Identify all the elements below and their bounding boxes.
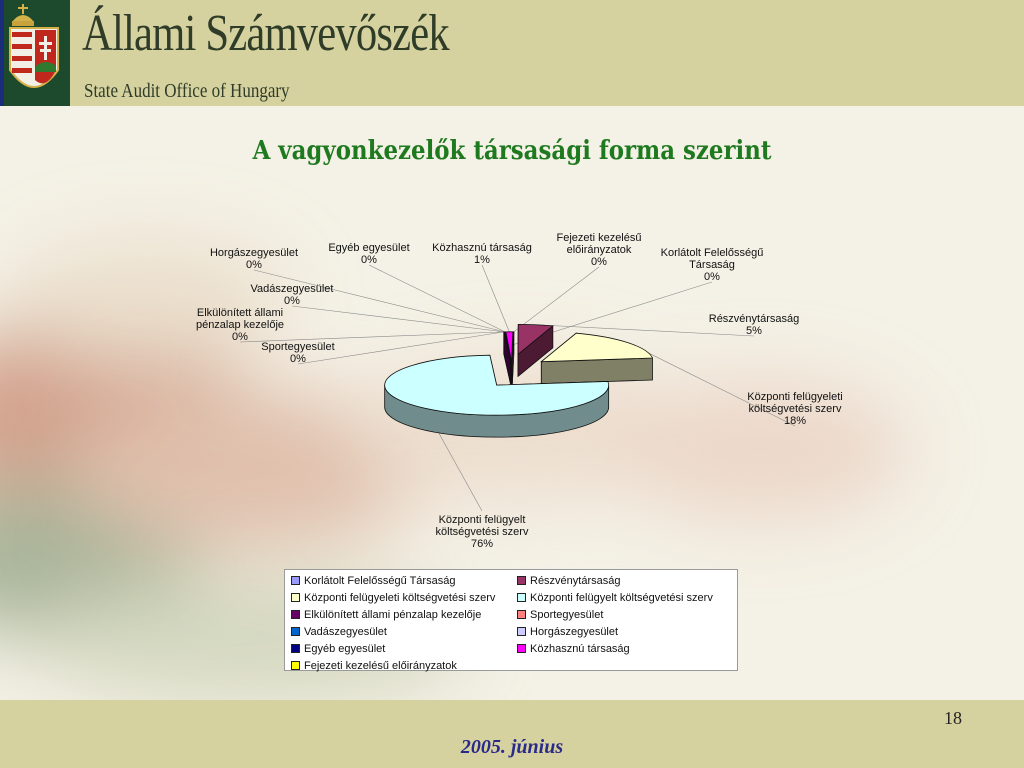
- data-label-line: 18%: [783, 415, 807, 427]
- data-label-line: 5%: [746, 325, 762, 337]
- legend-label: Központi felügyelt költségvetési szerv: [530, 591, 713, 604]
- data-label-line: Központi felügyeleti: [747, 391, 843, 403]
- data-label-line: Részvénytársaság: [708, 313, 800, 325]
- data-label-line: költségvetési szerv: [748, 403, 842, 415]
- data-label-line: Egyéb egyesület: [328, 242, 410, 254]
- footer-bar: [0, 700, 1024, 768]
- legend-label: Közhasznú társaság: [530, 642, 630, 655]
- data-label: [661, 247, 764, 283]
- legend-swatch: [291, 610, 300, 619]
- brand-subtitle: State Audit Office of Hungary: [84, 80, 290, 102]
- data-label-line: Horgászegyesület: [209, 247, 299, 259]
- legend-entry: [291, 657, 517, 674]
- leader-line: [292, 306, 504, 332]
- legend-label: Egyéb egyesület: [304, 642, 386, 655]
- legend-entry: [291, 572, 517, 589]
- data-label-line: 0%: [591, 256, 607, 268]
- legend-entry: [291, 640, 517, 657]
- data-label-line: 1%: [474, 254, 490, 266]
- data-label: [251, 283, 334, 307]
- data-label-line: 0%: [232, 331, 248, 343]
- data-label-line: Társaság: [689, 259, 735, 271]
- pie-slice-top: [541, 333, 652, 362]
- data-label-line: Fejezeti kezelésű: [556, 232, 642, 244]
- data-label-line: Közhasznú társaság: [432, 242, 532, 254]
- legend-swatch: [517, 644, 526, 653]
- legend-entry: [291, 606, 517, 623]
- legend-swatch: [291, 576, 300, 585]
- leader-line: [482, 265, 509, 332]
- page-number: 18: [944, 708, 962, 728]
- data-label: [210, 247, 298, 271]
- data-label-line: Elkülönített állami: [196, 307, 284, 319]
- legend-entry: [517, 623, 737, 640]
- legend-swatch: [291, 661, 300, 670]
- legend-entry: [517, 572, 737, 589]
- legend-label: Horgászegyesület: [530, 625, 619, 638]
- legend-entry: [291, 623, 517, 640]
- legend-label: Sportegyesület: [530, 608, 604, 621]
- legend-label: Központi felügyeleti költségvetési szerv: [304, 591, 496, 604]
- data-label-line: 0%: [290, 353, 306, 365]
- legend-swatch: [517, 610, 526, 619]
- data-label: [261, 341, 334, 365]
- legend-label: Elkülönített állami pénzalap kezelője: [304, 608, 482, 621]
- legend-swatch: [291, 627, 300, 636]
- legend-swatch: [517, 593, 526, 602]
- legend-entry: [517, 589, 737, 606]
- data-label-line: 0%: [704, 271, 720, 283]
- slide-title: A vagyonkezelők társasági forma szerint: [252, 136, 772, 166]
- data-label-line: költségvetési szerv: [435, 526, 529, 538]
- pie-slices: [385, 324, 653, 437]
- brand-title: Állami Számvevőszék: [82, 5, 449, 62]
- legend-swatch: [291, 593, 300, 602]
- data-label-line: 0%: [246, 259, 262, 271]
- legend-swatch: [517, 627, 526, 636]
- legend-label: Fejezeti kezelésű előirányzatok: [304, 659, 457, 672]
- data-label: [557, 232, 642, 268]
- data-label-line: előirányzatok: [566, 244, 632, 256]
- data-label-line: Sportegyesület: [261, 341, 335, 353]
- chart-legend: [284, 569, 738, 671]
- footer-date: 2005. június: [460, 736, 564, 758]
- leader-line: [514, 267, 599, 332]
- legend-entry: [517, 640, 737, 657]
- data-label-line: 0%: [284, 295, 300, 307]
- data-label: [436, 514, 529, 550]
- data-label: [432, 242, 532, 266]
- data-label-line: 0%: [361, 254, 377, 266]
- legend-swatch: [291, 644, 300, 653]
- legend-label: Korlátolt Felelősségű Társaság: [304, 574, 456, 587]
- pie-slice: [541, 333, 652, 384]
- data-label-line: 76%: [470, 538, 494, 550]
- legend-entry: [291, 589, 517, 606]
- data-label-line: Korlátolt Felelősségű: [660, 247, 764, 259]
- data-label-line: pénzalap kezelője: [195, 319, 285, 331]
- legend-label: Részvénytársaság: [530, 574, 621, 587]
- data-label-line: Vadászegyesület: [250, 283, 334, 295]
- data-label: [747, 391, 842, 427]
- leader-line: [369, 265, 505, 332]
- data-label: [709, 313, 800, 337]
- legend-swatch: [517, 576, 526, 585]
- data-label: [328, 242, 409, 266]
- data-label-line: Központi felügyelt: [438, 514, 526, 526]
- leader-line: [536, 325, 754, 336]
- legend-label: Vadászegyesület: [304, 625, 387, 638]
- legend-entry: [517, 606, 737, 623]
- data-label: [196, 307, 284, 343]
